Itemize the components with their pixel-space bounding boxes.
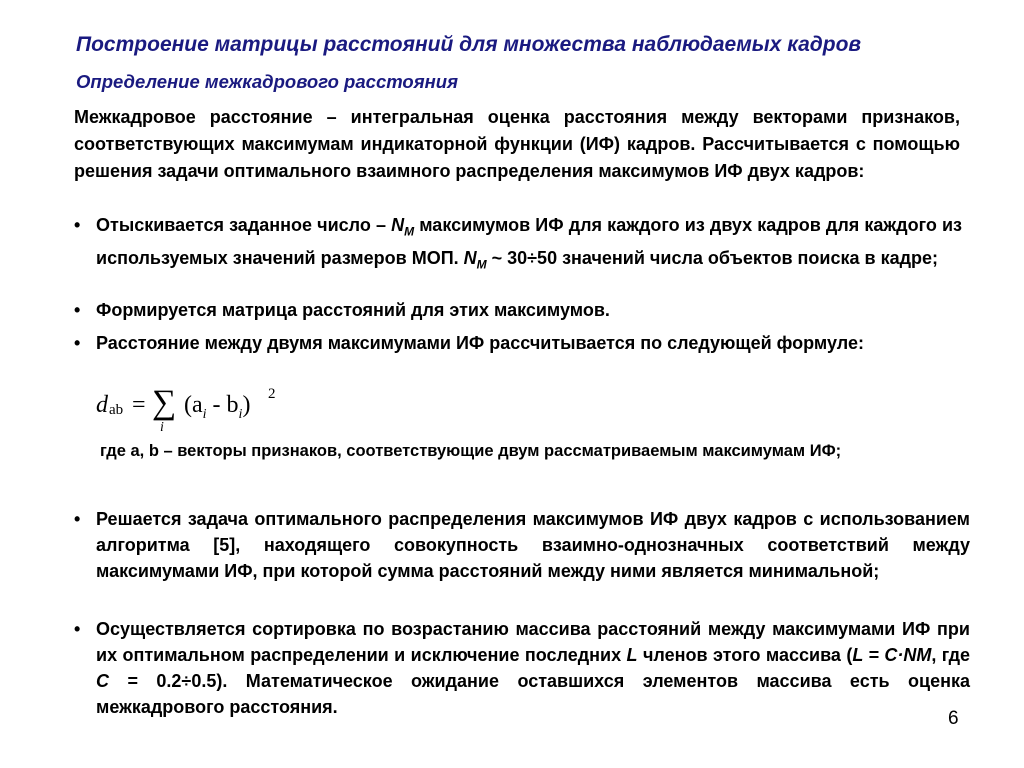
list-item xyxy=(74,506,970,584)
list-item xyxy=(74,212,962,277)
list-item-text: Формируется матрица расстояний для этих максимумов. xyxy=(96,300,610,320)
slide-subtitle: Определение межкадрового расстояния xyxy=(76,71,458,92)
list-item-text: Решается задача оптимального распределения максимумов ИФ двух кадров с использованием алгоритма [5], находящего совокупность взаимно-однозначных соответствий между максимумами ИФ, при которой сумма расстояний между ними является минимальной; xyxy=(96,509,970,581)
bullet-marker: • xyxy=(74,300,81,320)
list-item xyxy=(74,297,962,323)
bullet-marker: • xyxy=(74,215,81,235)
list-item xyxy=(74,616,970,720)
list-item-text: Отыскивается заданное число – $N_M$ максимумов ИФ для каждого из двух кадров для каждого из используемых значений размеров МОП. $N_M$ ~ 30÷50 значений числа объектов поиска в кадре; xyxy=(96,215,962,272)
bullet-marker: • xyxy=(74,333,81,353)
list-item-text: Расстояние между двумя максимумами ИФ рассчитывается по следующей формуле: xyxy=(96,333,864,353)
list-item xyxy=(74,330,962,356)
intro-paragraph: Межкадровое расстояние – интегральная оценка расстояния между векторами признаков, соответствующих максимумам индикаторной функции (ИФ) кадров. Рассчитывается с помощью решения задачи оптимального взаимного распределения максимумов ИФ двух кадров: xyxy=(74,107,960,181)
page-number: 6 xyxy=(948,708,959,729)
bullet-marker: • xyxy=(74,619,81,639)
bullet-marker: • xyxy=(74,509,81,529)
slide-title: Построение матрицы расстояний для множества наблюдаемых кадров xyxy=(76,33,862,56)
sum-symbol: ∑ xyxy=(152,384,177,421)
distance-formula: d ab = ∑ i $(a_i - b_i)$ 2 xyxy=(96,384,276,435)
list-item-text: Осуществляется сортировка по возрастанию массива расстояний между максимумами ИФ при их оптимальном распределении и исключение последних L членов этого массива (L = C·NM, где C = 0.2÷0.5). Математическое ожидание оставшихся элементов массива есть оценка межкадрового расстояния. xyxy=(96,619,971,717)
formula-explanation: где a, b – векторы признаков, соответствующие двум рассматриваемым максимумам ИФ; xyxy=(100,442,842,460)
